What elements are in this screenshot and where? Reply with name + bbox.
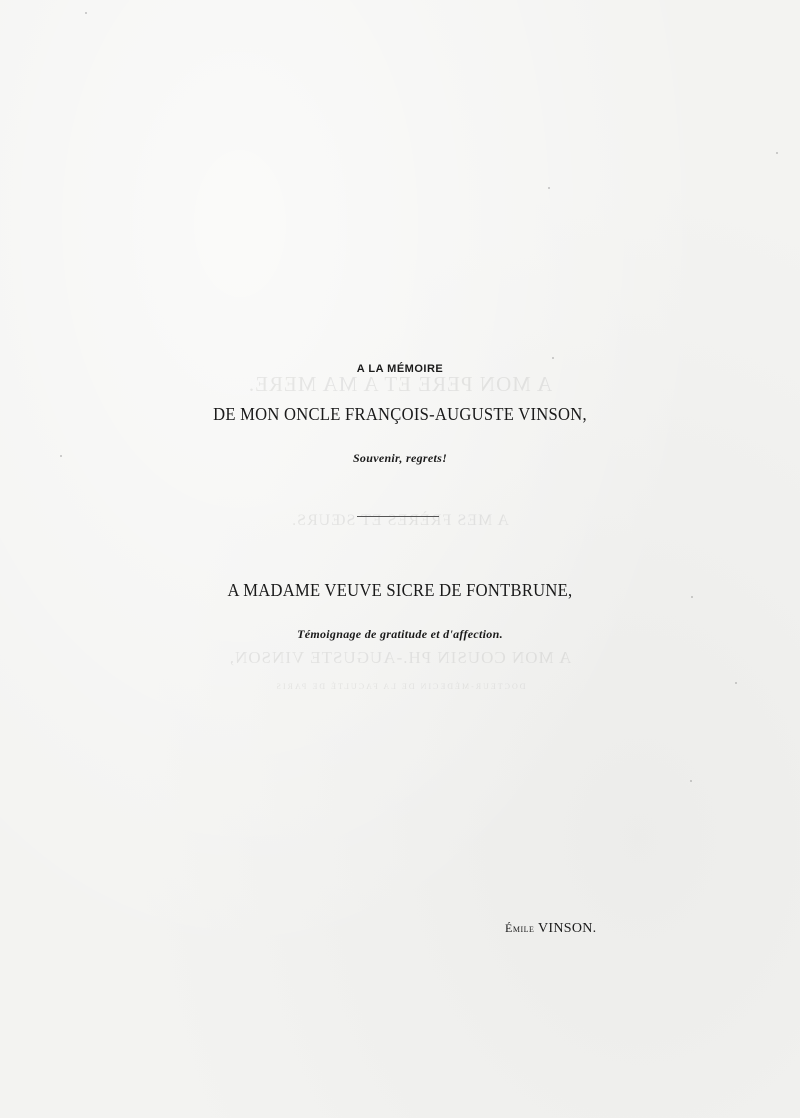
show-through-line: DOCTEUR-MÉDECIN DE LA FACULTÉ DE PARIS	[274, 682, 526, 691]
dedication-sentiment: Souvenir, regrets!	[352, 451, 448, 465]
paper-speck	[85, 12, 87, 14]
paper-speck	[548, 187, 550, 189]
signature-last-name: VINSON.	[537, 921, 597, 936]
paper-speck	[735, 682, 737, 684]
divider-rule	[357, 516, 439, 517]
signature-first-name: Émile	[505, 921, 535, 935]
dedication-sentiment: Témoignage de gratitude et d'affection.	[297, 627, 503, 641]
show-through-line: A MON COUSIN PH.-AUGUSTE VINSON,	[228, 648, 572, 667]
show-through-line: A MON PERE ET A MA MERE.	[247, 372, 553, 396]
paper-speck	[690, 780, 692, 782]
dedication-name: A MADAME VEUVE SICRE DE FONTBRUNE,	[227, 580, 573, 600]
paper-speck	[691, 596, 693, 598]
signature	[505, 921, 596, 937]
dedication-name: DE MON ONCLE FRANÇOIS-AUGUSTE VINSON,	[213, 404, 587, 424]
paper-speck	[60, 455, 62, 457]
show-through-line: A MES FRÈRES ET SŒURS.	[291, 512, 509, 529]
paper-speck	[552, 357, 554, 359]
dedication-heading: A LA MÉMOIRE	[356, 363, 444, 375]
paper-speck	[776, 152, 778, 154]
